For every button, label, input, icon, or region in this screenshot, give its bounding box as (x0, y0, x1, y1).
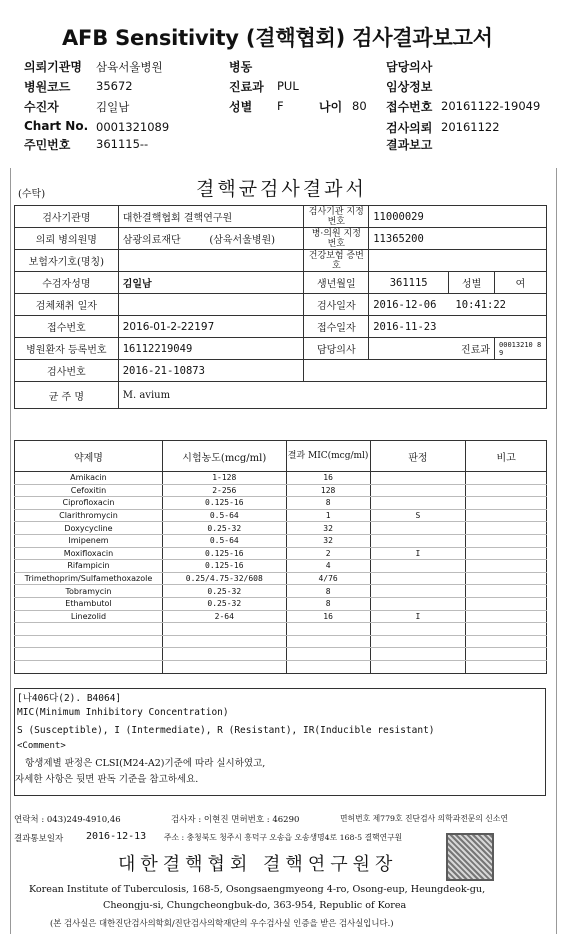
mic-result (286, 623, 370, 636)
consignment-mark: (수탁) (18, 189, 46, 200)
mic-header: 결과 MIC(mcg/ml) (286, 441, 370, 472)
drug-name: Clarithromycin (15, 509, 163, 522)
species-label: 균 주 명 (15, 382, 119, 409)
remarks (466, 585, 547, 598)
drug-row (15, 560, 547, 573)
comment-label: <Comment> (17, 741, 66, 751)
received-date-value: 2016-11-23 (369, 316, 547, 338)
remarks (466, 610, 547, 623)
remarks (466, 597, 547, 610)
mic-result: 4 (286, 560, 370, 573)
institute-name-korean: 대한결핵협회 결핵연구원장 (118, 854, 398, 875)
test-request-label: 검사의뢰 (386, 121, 433, 135)
test-concentration: 1-128 (162, 472, 286, 485)
drug-row (15, 509, 547, 522)
insurance-label: 보험자기호(명칭) (15, 250, 119, 272)
institute-address-english-1: Korean Institute of Tuberculosis, 168-5, Osongsaengmyeong 4-ro, Osong-eup, Heungdeok-gu, (29, 884, 486, 895)
patient-name-value: 김일남 (118, 272, 304, 294)
interpretation-header: 판정 (370, 441, 466, 472)
department-value: PUL (277, 79, 299, 93)
report-date-value: 2016-12-13 (86, 831, 147, 842)
doctor-label: 담당의사 (304, 338, 369, 360)
drug-row (15, 522, 547, 535)
test-concentration: 0.125-16 (162, 497, 286, 510)
lab-name-label: 검사기관명 (15, 206, 119, 228)
requesting-hospital-cell (118, 228, 304, 250)
requesting-hospital-value: 삼광의료재단 (122, 235, 181, 246)
test-concentration: 0.5-64 (162, 509, 286, 522)
lab-code-value: 11000029 (369, 206, 547, 228)
sex-value: F (277, 99, 284, 113)
interpretation (370, 534, 466, 547)
drug-row (15, 585, 547, 598)
hospital-registration-label: 병원환자 등록번호 (15, 338, 119, 360)
certification-note: (본 검사실은 대한진단검사의학회/진단검사의학재단의 우수검사실 인증을 받은 검사실입니다.) (50, 918, 394, 928)
drug-susceptibility-table (14, 440, 547, 674)
drug-name: Cefoxitin (15, 484, 163, 497)
interpretation (370, 660, 466, 673)
mic-result: 16 (286, 472, 370, 485)
age-value: 80 (352, 99, 367, 113)
test-number-value: 2016-21-10873 (118, 360, 304, 382)
drug-name: Rifampicin (15, 560, 163, 573)
form-sex-value: 여 (495, 272, 547, 294)
accession-label: 접수번호 (15, 316, 119, 338)
test-concentration (162, 635, 286, 648)
interpretation (370, 522, 466, 535)
interpretation (370, 597, 466, 610)
hospital-code-value: 35672 (96, 79, 133, 93)
test-concentration (162, 648, 286, 661)
test-date-cell (369, 294, 547, 316)
test-number-label: 검사번호 (15, 360, 119, 382)
drug-name (15, 635, 163, 648)
mic-result (286, 635, 370, 648)
interpretation: I (370, 547, 466, 560)
interpretation: S (370, 509, 466, 522)
hospital-registration-value: 16112219049 (118, 338, 304, 360)
remarks (466, 635, 547, 648)
interpretation (370, 484, 466, 497)
comment-line-1: 항생제별 판정은 CLSI(M24-A2)기준에 따라 실시하였고, (25, 758, 266, 769)
remarks (466, 472, 547, 485)
collection-date-value (118, 294, 304, 316)
interpretation: I (370, 610, 466, 623)
dept-label: 진료과 (369, 338, 495, 360)
insurance-cert-label: 건강보험 증번호 (304, 250, 369, 272)
lab-name-value: 대한결핵협회 결핵연구원 (118, 206, 304, 228)
form-title: 결핵균검사결과서 (196, 178, 367, 200)
ward-label: 병동 (229, 60, 253, 74)
examiner-info: 검사자 : 이현진 면허번호 : 46290 (171, 815, 300, 825)
drug-name (15, 660, 163, 673)
interpretation (370, 623, 466, 636)
mic-result (286, 648, 370, 661)
drug-name (15, 648, 163, 661)
requesting-institution-value: 삼육서울병원 (96, 60, 163, 74)
mic-result: 32 (286, 522, 370, 535)
patient-value: 김일남 (96, 100, 130, 114)
drug-name: Amikacin (15, 472, 163, 485)
drug-row (15, 572, 547, 585)
drug-row (15, 597, 547, 610)
attending-doctor-label: 담당의사 (386, 60, 433, 74)
form-sex-label: 성별 (449, 272, 495, 294)
mic-definition: MIC(Minimum Inhibitory Concentration) (17, 707, 229, 718)
contact-info: 연락처 : 043)249-4910,46 (14, 815, 121, 825)
receipt-number-label: 접수번호 (386, 100, 433, 114)
remarks (466, 497, 547, 510)
collection-date-label: 검체채취 일자 (15, 294, 119, 316)
drug-name: Tobramycin (15, 585, 163, 598)
mic-result: 4/76 (286, 572, 370, 585)
drug-row (15, 660, 547, 673)
patient-label: 수진자 (24, 100, 59, 114)
mic-result: 128 (286, 484, 370, 497)
remarks (466, 534, 547, 547)
accession-value: 2016-01-2-22197 (118, 316, 304, 338)
test-concentration (162, 623, 286, 636)
drug-header: 약제명 (15, 441, 163, 472)
drug-row (15, 623, 547, 636)
patient-name-label: 수검자성명 (15, 272, 119, 294)
license-note: 면허번호 제779호 진단검사 의학과전문의 신소연 (340, 814, 508, 823)
requesting-code-label: 병·의원 지정번호 (304, 228, 369, 250)
remarks-header: 비고 (466, 441, 547, 472)
remarks (466, 648, 547, 661)
insurance-value (118, 250, 304, 272)
official-seal (446, 833, 494, 881)
mic-result: 1 (286, 509, 370, 522)
drug-name: Trimethoprim/Sulfamethoxazole (15, 572, 163, 585)
drug-row (15, 472, 547, 485)
resident-number-label: 주민번호 (24, 138, 71, 152)
chart-no-label: Chart No. (24, 119, 89, 133)
drug-row (15, 534, 547, 547)
requesting-code-value: 11365200 (369, 228, 547, 250)
test-number-empty (304, 360, 547, 382)
sex-label: 성별 (229, 100, 253, 114)
drug-row (15, 610, 547, 623)
remarks (466, 572, 547, 585)
test-concentration: 0.25/4.75-32/608 (162, 572, 286, 585)
mic-result: 8 (286, 497, 370, 510)
test-concentration: 0.25-32 (162, 597, 286, 610)
interpretation (370, 497, 466, 510)
remarks (466, 484, 547, 497)
age-label: 나이 (319, 100, 343, 114)
interpretation (370, 635, 466, 648)
drug-name: Linezolid (15, 610, 163, 623)
hospital-code-label: 병원코드 (24, 80, 71, 94)
comment-line-2: 자세한 사항은 뒷면 판독 기준을 참고하세요. (15, 774, 199, 785)
drug-row (15, 497, 547, 510)
drug-name: Ciprofloxacin (15, 497, 163, 510)
remarks (466, 547, 547, 560)
patient-info-table (14, 205, 547, 409)
clinical-info-label: 임상정보 (386, 80, 433, 94)
drug-name: Imipenem (15, 534, 163, 547)
resident-number-value: 361115-- (96, 137, 149, 151)
mic-result: 16 (286, 610, 370, 623)
mic-result: 32 (286, 534, 370, 547)
test-concentration: 2-256 (162, 484, 286, 497)
received-date-label: 접수일자 (304, 316, 369, 338)
test-concentration: 0.5-64 (162, 534, 286, 547)
remarks (466, 660, 547, 673)
drug-name: Doxycycline (15, 522, 163, 535)
interpretation (370, 560, 466, 573)
species-value: M. avium (118, 382, 546, 409)
test-concentration: 0.125-16 (162, 560, 286, 573)
interpretation (370, 648, 466, 661)
dept-code-value: 00013210 89 (495, 338, 547, 360)
address-korean: 주소 : 충청북도 청주시 흥덕구 오송읍 오송생명4로 168-5 결핵연구원 (164, 833, 403, 842)
test-concentration: 0.25-32 (162, 585, 286, 598)
remarks (466, 509, 547, 522)
insurance-cert-value (369, 250, 547, 272)
drug-name: Ethambutol (15, 597, 163, 610)
lab-code-label: 검사기관 지정번호 (304, 206, 369, 228)
interpretation (370, 572, 466, 585)
remarks (466, 560, 547, 573)
drug-name (15, 623, 163, 636)
mic-result: 2 (286, 547, 370, 560)
receipt-number-value: 20161122-19049 (441, 99, 541, 113)
test-date-value: 2016-12-06 (373, 298, 437, 311)
test-concentration: 0.25-32 (162, 522, 286, 535)
mic-result: 8 (286, 585, 370, 598)
chart-no-value: 0001321089 (96, 120, 170, 134)
drug-row (15, 484, 547, 497)
drug-row (15, 648, 547, 661)
report-title: AFB Sensitivity (결핵협회) 검사결과보고서 (62, 26, 493, 50)
requesting-institution-label: 의뢰기관명 (24, 60, 82, 74)
requesting-hospital-sub: (삼육서울병원) (209, 235, 276, 246)
test-time-value: 10:41:22 (455, 298, 506, 311)
requesting-hospital-label: 의뢰 병의원명 (15, 228, 119, 250)
remarks (466, 522, 547, 535)
drug-row (15, 547, 547, 560)
report-date-label: 결과통보일자 (14, 834, 64, 844)
mic-result: 8 (286, 597, 370, 610)
test-concentration (162, 660, 286, 673)
interpretation (370, 585, 466, 598)
drug-name: Moxifloxacin (15, 547, 163, 560)
notes-code: [나406다(2). B4064] (17, 693, 122, 704)
test-date-label: 검사일자 (304, 294, 369, 316)
test-concentration: 2-64 (162, 610, 286, 623)
drug-row (15, 635, 547, 648)
notes-box (14, 688, 546, 796)
dob-label: 생년월일 (304, 272, 369, 294)
institute-address-english-2: Cheongju-si, Chungcheongbuk-do, 363-954, Republic of Korea (103, 900, 407, 911)
test-request-value: 20161122 (441, 120, 500, 134)
interpretation-definition: S (Susceptible), I (Intermediate), R (Resistant), IR(Inducible resistant) (17, 725, 435, 736)
remarks (466, 623, 547, 636)
test-concentration: 0.125-16 (162, 547, 286, 560)
interpretation (370, 472, 466, 485)
concentration-header: 시험농도(mcg/ml) (162, 441, 286, 472)
dob-value: 361115 (369, 272, 449, 294)
mic-result (286, 660, 370, 673)
result-report-label: 결과보고 (386, 138, 433, 152)
department-label: 진료과 (229, 80, 264, 94)
